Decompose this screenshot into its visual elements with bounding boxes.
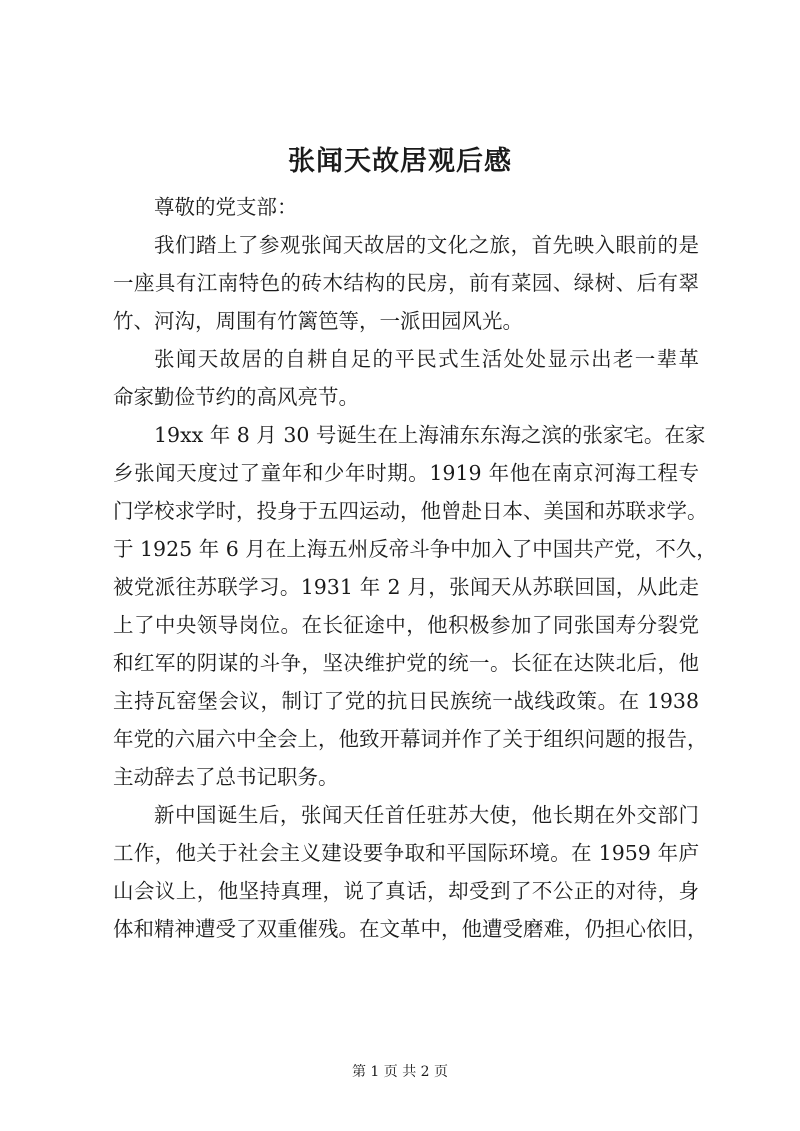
body-line: 体和精神遭受了双重催残。在文革中，他遭受磨难，仍担心依旧，: [113, 917, 708, 941]
body-line: 主动辞去了总书记职务。: [113, 765, 339, 789]
body-line: 门学校求学时，投身于五四运动，他曾赴日本、美国和苏联求学。: [113, 499, 708, 523]
body-line: 山会议上，他坚持真理，说了真话，却受到了不公正的对待，身: [113, 879, 699, 903]
body-line: 我们踏上了参观张闻天故居的文化之旅，首先映入眼前的是: [154, 233, 699, 257]
body-line: 于 1925 年 6 月在上海五州反帝斗争中加入了中国共产党，不久，: [113, 537, 717, 561]
body-line: 年党的六届六中全会上，他致开幕词并作了关于组织问题的报告，: [113, 727, 708, 751]
salutation-line: 尊敬的党支部：: [154, 195, 298, 219]
body-line: 一座具有江南特色的砖木结构的民房，前有菜园、绿树、后有翠: [113, 271, 699, 295]
body-line: 主持瓦窑堡会议，制订了党的抗日民族统一战线政策。在 1938: [113, 689, 699, 713]
body-line: 工作，他关于社会主义建设要争取和平国际环境。在 1959 年庐: [113, 841, 699, 865]
body-line: 被党派往苏联学习。1931 年 2 月，张闻天从苏联回国，从此走: [113, 575, 699, 599]
document-body: [113, 188, 717, 948]
body-line: 和红军的阴谋的斗争，坚决维护党的统一。长征在达陕北后，他: [113, 651, 699, 675]
body-line: 命家勤俭节约的高风亮节。: [113, 385, 359, 409]
document-title: 张闻天故居观后感: [288, 146, 512, 177]
page-number-footer: 第 1 页 共 2 页: [351, 1064, 449, 1080]
body-line: 竹、河沟，周围有竹篱笆等，一派田园风光。: [113, 309, 523, 333]
body-line: 张闻天故居的自耕自足的平民式生活处处显示出老一辈革: [154, 347, 699, 371]
body-line: 乡张闻天度过了童年和少年时期。1919 年他在南京河海工程专: [113, 461, 699, 485]
body-line: 上了中央领导岗位。在长征途中，他积极参加了同张国寿分裂党: [113, 613, 699, 637]
body-line: 19xx 年 8 月 30 号诞生在上海浦东东海之滨的张家宅。在家: [154, 423, 706, 447]
body-line: 新中国诞生后，张闻天任首任驻苏大使，他长期在外交部门: [154, 803, 699, 827]
